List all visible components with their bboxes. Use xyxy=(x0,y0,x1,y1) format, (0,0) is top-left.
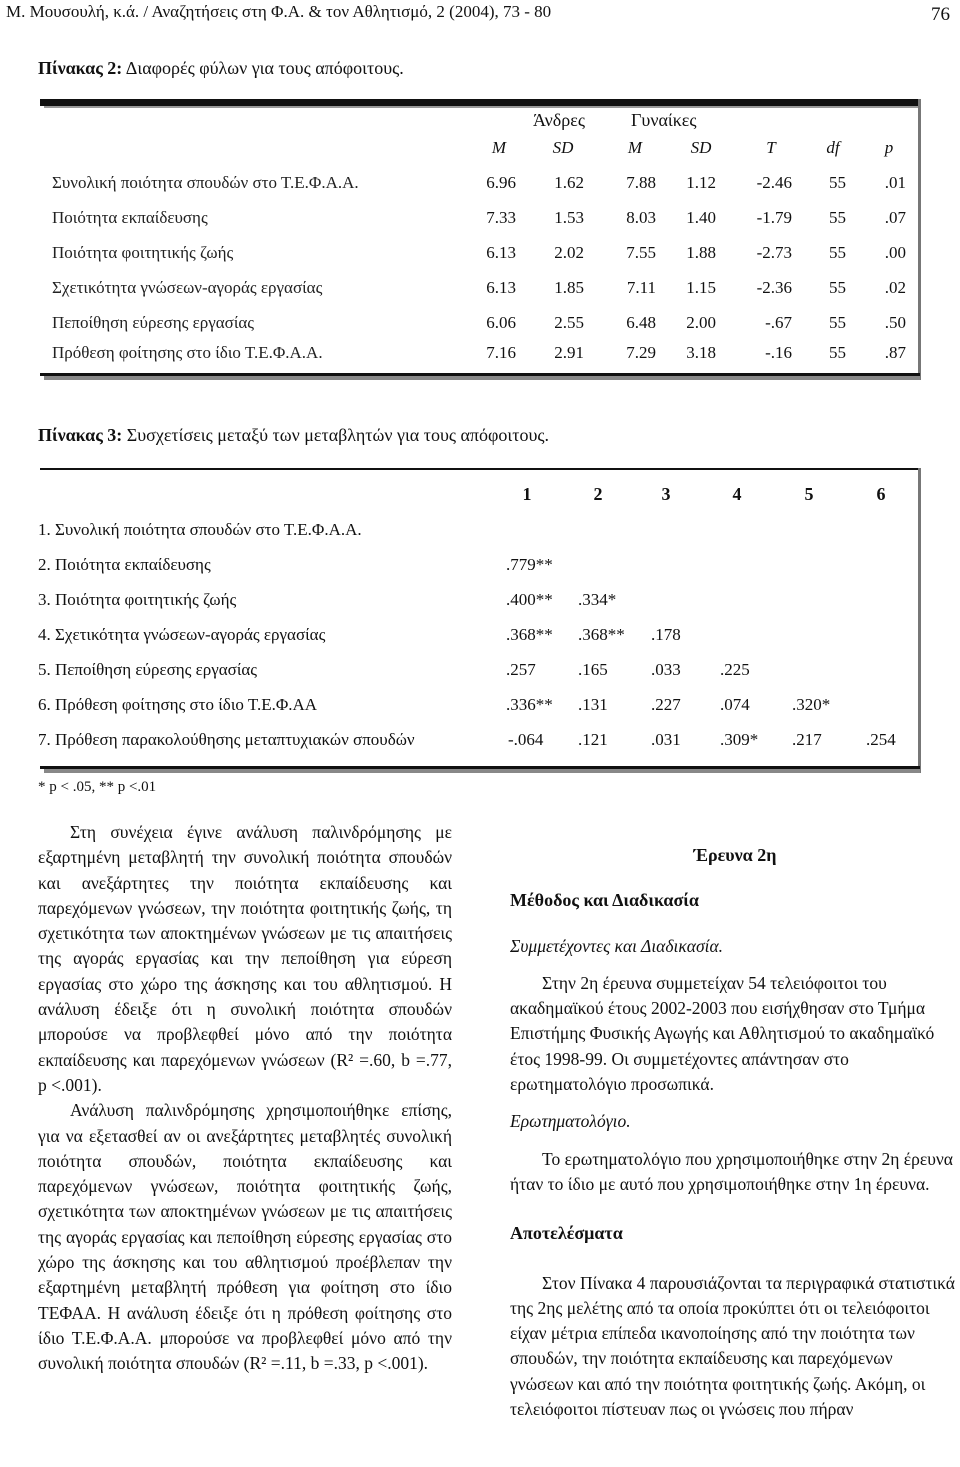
table2-caption-label: Πίνακας 2: xyxy=(38,58,123,78)
cell: 1.53 xyxy=(554,208,584,227)
table3-top-rule xyxy=(40,468,920,470)
cell: 6.96 xyxy=(486,173,516,192)
table2-header-row xyxy=(0,138,960,168)
cell: 3.18 xyxy=(686,343,716,362)
cell: .400** xyxy=(506,590,553,609)
cell: 8.03 xyxy=(626,208,656,227)
row-label: Ποιότητα εκπαίδευσης xyxy=(52,208,208,227)
paragraph: Το ερωτηματολόγιο που χρησιμοποιήθηκε στην 2η έρευνα ήταν το ίδιο με αυτό που χρησιμοποιήθηκε στην 1η έρευνα. xyxy=(510,1148,953,1194)
cell: .033 xyxy=(651,660,681,679)
table2-caption-text: Διαφορές φύλων για τους απόφοιτους. xyxy=(122,58,404,78)
cell: 1.12 xyxy=(686,173,716,192)
table-row xyxy=(0,313,960,343)
cell: 7.16 xyxy=(486,343,516,362)
cell: 7.88 xyxy=(626,173,656,192)
row-label: 1. Συνολική ποιότητα σπουδών στο Τ.Ε.Φ.Α.Α. xyxy=(38,520,362,539)
row-label: Ποιότητα φοιτητικής ζωής xyxy=(52,243,234,262)
study-title: Έρευνα 2η xyxy=(693,845,777,865)
table3-col-header: 5 xyxy=(804,484,814,504)
table3-caption-label: Πίνακας 3: xyxy=(38,425,123,445)
table2-caption xyxy=(38,58,404,79)
cell: .131 xyxy=(578,695,608,714)
cell: -2.73 xyxy=(756,243,792,262)
cell: 1.15 xyxy=(686,278,716,297)
cell: -2.36 xyxy=(756,278,792,297)
cell: 7.29 xyxy=(626,343,656,362)
row-label: Πεποίθηση εύρεσης εργασίας xyxy=(52,313,255,332)
table3-col-header: 4 xyxy=(732,484,742,504)
table-row xyxy=(0,278,960,308)
cell: 7.11 xyxy=(626,278,656,297)
cell: .336** xyxy=(506,695,553,714)
cell: -.67 xyxy=(765,313,792,332)
cell: 2.55 xyxy=(554,313,584,332)
table2-top-rule xyxy=(40,99,920,106)
row-label: 5. Πεποίθηση εύρεσης εργασίας xyxy=(38,660,258,679)
cell: -1.79 xyxy=(756,208,792,227)
cell: .178 xyxy=(651,625,681,644)
paragraph: Ανάλυση παλινδρόμησης χρησιμοποιήθηκε επίσης, για να εξετασθεί αν οι ανεξάρτητες μεταβλητές συνολική ποιότητα σπουδών, ποιότητα εκπαίδευσης και παρεχόμενων γνώσεων, ποιότητα φοιτητικής ζωής, σχετικότητα των αποκτημένων γνώσεων με τις απαιτήσεις της αγοράς εργασίας και πεποίθηση εύρεσης εργασίας στο χώρο της άσκησης και του αθλητισμού προέβλεπαν την εξαρτημένη μεταβλητή πρόθεση για φοίτηση στο ίδιο ΤΕΦΑΑ. Η ανάλυση έδειξε ότι η πρόθεση φοίτησης στο ίδιο Τ.Ε.Φ.Α.Α. μπορούσε να προβλεφθεί μόνο από την συνολική ποιότητα σπουδών (R² =.11, b =.33, p <.001). xyxy=(38,1100,452,1374)
cell: 55 xyxy=(829,313,846,332)
cell: 55 xyxy=(829,173,846,192)
table3-col-header: 3 xyxy=(661,484,671,504)
cell: .368** xyxy=(506,625,553,644)
table3-col-header: 1 xyxy=(522,484,532,504)
cell: .02 xyxy=(884,278,906,297)
table-row xyxy=(0,173,960,203)
cell: .50 xyxy=(884,313,906,332)
table-row xyxy=(0,590,960,620)
cell: 7.55 xyxy=(626,243,656,262)
left-text-column xyxy=(38,820,452,1377)
cell: 1.62 xyxy=(554,173,584,192)
row-label: 3. Ποιότητα φοιτητικής ζωής xyxy=(38,590,237,609)
table-row xyxy=(0,625,960,655)
cell: .074 xyxy=(720,695,750,714)
cell: .227 xyxy=(651,695,681,714)
table-row xyxy=(0,208,960,238)
table2-group-women: Γυναίκες xyxy=(631,110,697,130)
cell: .01 xyxy=(884,173,906,192)
method-heading: Μέθοδος και Διαδικασία xyxy=(510,890,699,911)
table2-col-header: SD xyxy=(690,138,712,157)
cell: 55 xyxy=(829,278,846,297)
table3-bottom-shade xyxy=(44,769,920,773)
paragraph: Στον Πίνακα 4 παρουσιάζονται τα περιγραφικά στατιστικά της 2ης μελέτης από τα οποία προκύπτει ότι οι τελειόφοιτοι είχαν μέτρια επίπεδα ικανοποίησης από την ποιότητα των σπουδών, την ποιότητα εκπαίδευσης και παρεχόμενων γνώσεων και από την ποιότητα φοιτητικής ζωής. Ακόμη, οι τελειόφοιτοι πίστευαν πως οι γνώσεις που πήραν xyxy=(510,1272,955,1420)
table2-col-header: M xyxy=(627,138,643,157)
cell: .00 xyxy=(884,243,906,262)
row-label: Συνολική ποιότητα σπουδών στο Τ.Ε.Φ.Α.Α. xyxy=(52,173,359,192)
cell: 1.40 xyxy=(686,208,716,227)
cell: .257 xyxy=(506,660,536,679)
cell: .07 xyxy=(884,208,906,227)
cell: .334* xyxy=(578,590,617,609)
table2-col-header: M xyxy=(491,138,507,157)
cell: .779** xyxy=(506,555,553,574)
row-label: 2. Ποιότητα εκπαίδευσης xyxy=(38,555,211,574)
table2-top-shade xyxy=(44,106,920,108)
cell: 7.33 xyxy=(486,208,516,227)
cell: -.16 xyxy=(765,343,792,362)
row-label: 7. Πρόθεση παρακολούθησης μεταπτυχιακών σπουδών xyxy=(38,730,415,749)
cell: .254 xyxy=(866,730,896,749)
table3-col-header: 6 xyxy=(876,484,886,504)
table2-col-header: df xyxy=(826,138,840,157)
row-label: 6. Πρόθεση φοίτησης στο ίδιο Τ.Ε.Φ.ΑΑ xyxy=(38,695,318,714)
cell: 1.85 xyxy=(554,278,584,297)
row-label: Σχετικότητα γνώσεων-αγοράς εργασίας xyxy=(52,278,323,297)
cell: 2.91 xyxy=(554,343,584,362)
table2-col-header: T xyxy=(766,138,776,157)
cell: 6.13 xyxy=(486,243,516,262)
significance-note: * p < .05, ** p <.01 xyxy=(38,779,157,795)
table3-caption-text: Συσχετίσεις μεταξύ των μεταβλητών για τους απόφοιτους. xyxy=(122,425,550,445)
cell: 6.48 xyxy=(626,313,656,332)
cell: .217 xyxy=(792,730,822,749)
table2-col-header: p xyxy=(884,138,894,157)
cell: .031 xyxy=(651,730,681,749)
cell: -.064 xyxy=(508,730,544,749)
row-label: Πρόθεση φοίτησης στο ίδιο Τ.Ε.Φ.Α.Α. xyxy=(52,343,323,362)
table-row xyxy=(0,520,960,550)
table2-col-header: SD xyxy=(552,138,574,157)
page-number: 76 xyxy=(931,4,950,25)
row-label: 4. Σχετικότητα γνώσεων-αγοράς εργασίας xyxy=(38,625,326,644)
right-text-column xyxy=(510,843,960,1422)
paragraph: Στην 2η έρευνα συμμετείχαν 54 τελειόφοιτοι του ακαδημαϊκού έτους 2002-2003 που εισήχθησαν στο Τμήμα Επιστήμης Φυσικής Αγωγής και Αθλητισμού το ακαδημαϊκό έτος 1998-99. Οι συμμετέχοντες απάντησαν στο ερωτηματολόγιο προσωπικά. xyxy=(510,972,935,1095)
cell: 2.00 xyxy=(686,313,716,332)
cell: 6.13 xyxy=(486,278,516,297)
cell: 55 xyxy=(829,243,846,262)
questionnaire-heading: Ερωτηματολόγιο. xyxy=(510,1111,631,1132)
cell: 2.02 xyxy=(554,243,584,262)
table3-col-header: 2 xyxy=(593,484,603,504)
paragraph: Στη συνέχεια έγινε ανάλυση παλινδρόμησης με εξαρτημένη μεταβλητή την συνολική ποιότητα σπουδών και ανεξάρτητες την ποιότητα εκπαίδευσης και παρεχόμενων γνώσεων, την ποιότητα φοιτητικής ζωής, τη σχετικότητα των αποκτημένων γνώσεων με τις απαιτήσεις της αγοράς εργασίας και την πεποίθηση για εύρεση εργασίας στο χώρο της άσκησης και του αθλητισμού. Η ανάλυση έδειξε ότι η συνολική ποιότητα σπουδών μπορούσε να προβλεφθεί μόνο από την ποιότητα εκπαίδευσης και παρεχόμενων γνώσεων (R² =.60, b =.77, p <.001). xyxy=(38,822,452,1095)
cell: .165 xyxy=(578,660,608,679)
running-header: Μ. Μουσουλή, κ.ά. / Αναζητήσεις στη Φ.Α. & τον Αθλητισμό, 2 (2004), 73 - 80 xyxy=(6,2,552,21)
table-row xyxy=(0,555,960,585)
table3-right-shade xyxy=(918,468,921,773)
cell: .87 xyxy=(884,343,906,362)
table-row xyxy=(0,343,960,373)
results-heading: Αποτελέσματα xyxy=(510,1223,623,1244)
cell: .309* xyxy=(720,730,759,749)
participants-heading: Συμμετέχοντες και Διαδικασία. xyxy=(510,935,723,956)
cell: 6.06 xyxy=(486,313,516,332)
table3-caption xyxy=(38,425,549,446)
table-row xyxy=(0,660,960,690)
table2-group-men: Άνδρες xyxy=(533,110,585,130)
cell: .368** xyxy=(578,625,625,644)
cell: 1.88 xyxy=(686,243,716,262)
cell: 55 xyxy=(829,343,846,362)
cell: .320* xyxy=(792,695,831,714)
table-row xyxy=(0,695,960,725)
cell: 55 xyxy=(829,208,846,227)
table-row xyxy=(0,243,960,273)
cell: .121 xyxy=(578,730,608,749)
cell: .225 xyxy=(720,660,750,679)
table-row xyxy=(0,730,960,760)
cell: -2.46 xyxy=(756,173,792,192)
table2-bottom-shade xyxy=(44,376,920,380)
